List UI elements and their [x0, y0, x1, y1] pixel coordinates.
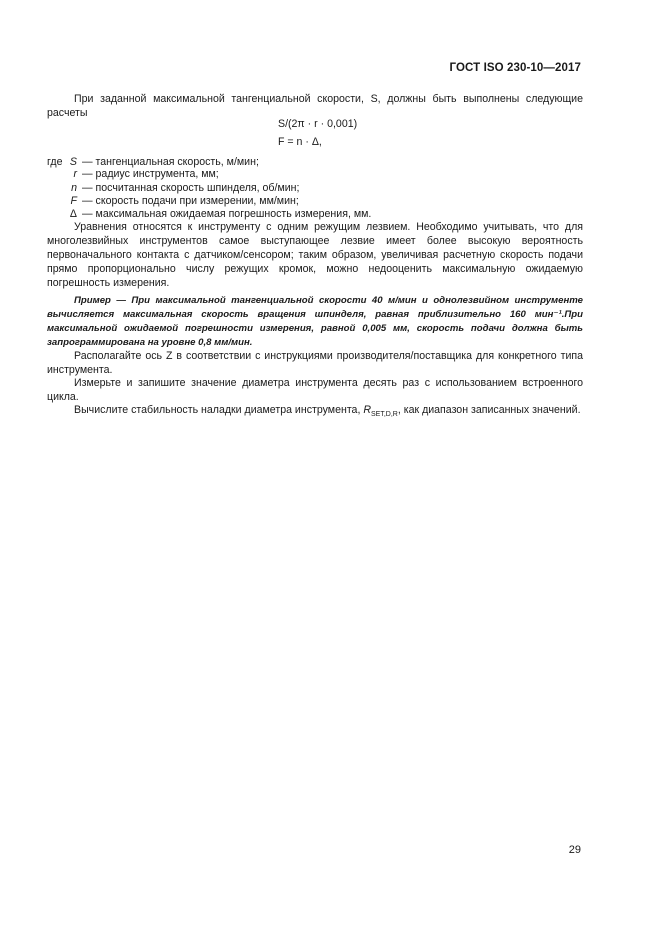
definition-text: — тангенциальная скорость, м/мин; — [82, 156, 259, 168]
definition-symbol: F — [70, 195, 77, 207]
measure-paragraph: Измерьте и запишите значение диаметра инструмента десять раз с использованием встроенного цикла. — [47, 377, 583, 403]
where-label: где — [47, 156, 63, 168]
compute-text-before: Вычислите стабильность наладки диаметра инструмента, — [74, 404, 361, 416]
equations-paragraph: Уравнения относятся к инструменту с одним режущим лезвием. Необходимо учитывать, что для многолезвийных инструментов самое выступающее лезвие имеет более высокую вероятность первоначального контакта с датчиком/сенсором; таким образом, увеличивая расчетную скорость подачи прямо пропорционально числу режущих кромок, можно недооценить максимальную ожидаемую погрешность измерения. — [47, 221, 583, 289]
formula-spindle-speed: S/(2π · r · 0,001) — [278, 118, 358, 130]
stability-symbol: R — [363, 404, 371, 416]
definition-symbol: n — [71, 182, 77, 194]
definition-symbol: Δ — [69, 208, 77, 220]
compute-text-after: , как диапазон записанных значений. — [397, 404, 581, 416]
definition-symbol: S — [69, 156, 77, 168]
intro-paragraph: При заданной максимальной тангенциальной скорости, S, должны быть выполнены следующие расчеты — [47, 93, 583, 119]
example-paragraph: Пример — При максимальной тангенциальной скорости 40 м/мин и однолезвийном инструменте вычисляется максимальная скорость вращения шпинделя, равная приблизительно 160 мин⁻¹.При максимальной ожидаемой погрешности измерения, равной 0,005 мм, скорость подачи должна быть запрограммирована на уровне 0,8 мм/мин. — [47, 295, 583, 348]
axis-paragraph: Располагайте ось Z в соответствии с инструкциями производителя/поставщика для конкретного типа инструмента. — [47, 350, 583, 376]
definition-text: — максимальная ожидаемая погрешность измерения, мм. — [82, 208, 372, 220]
compute-paragraph — [47, 403, 583, 417]
page-number: 29 — [568, 844, 581, 856]
definition-symbol: r — [73, 168, 77, 180]
definition-text: — радиус инструмента, мм; — [82, 168, 219, 180]
definition-text: — скорость подачи при измерении, мм/мин; — [82, 195, 299, 207]
formula-feed-rate: F = n · Δ, — [278, 136, 322, 148]
document-header: ГОСТ ISO 230-10—2017 — [449, 62, 581, 74]
stability-subscript: SET,D,R — [371, 411, 398, 419]
definition-text: — посчитанная скорость шпинделя, об/мин; — [82, 182, 300, 194]
